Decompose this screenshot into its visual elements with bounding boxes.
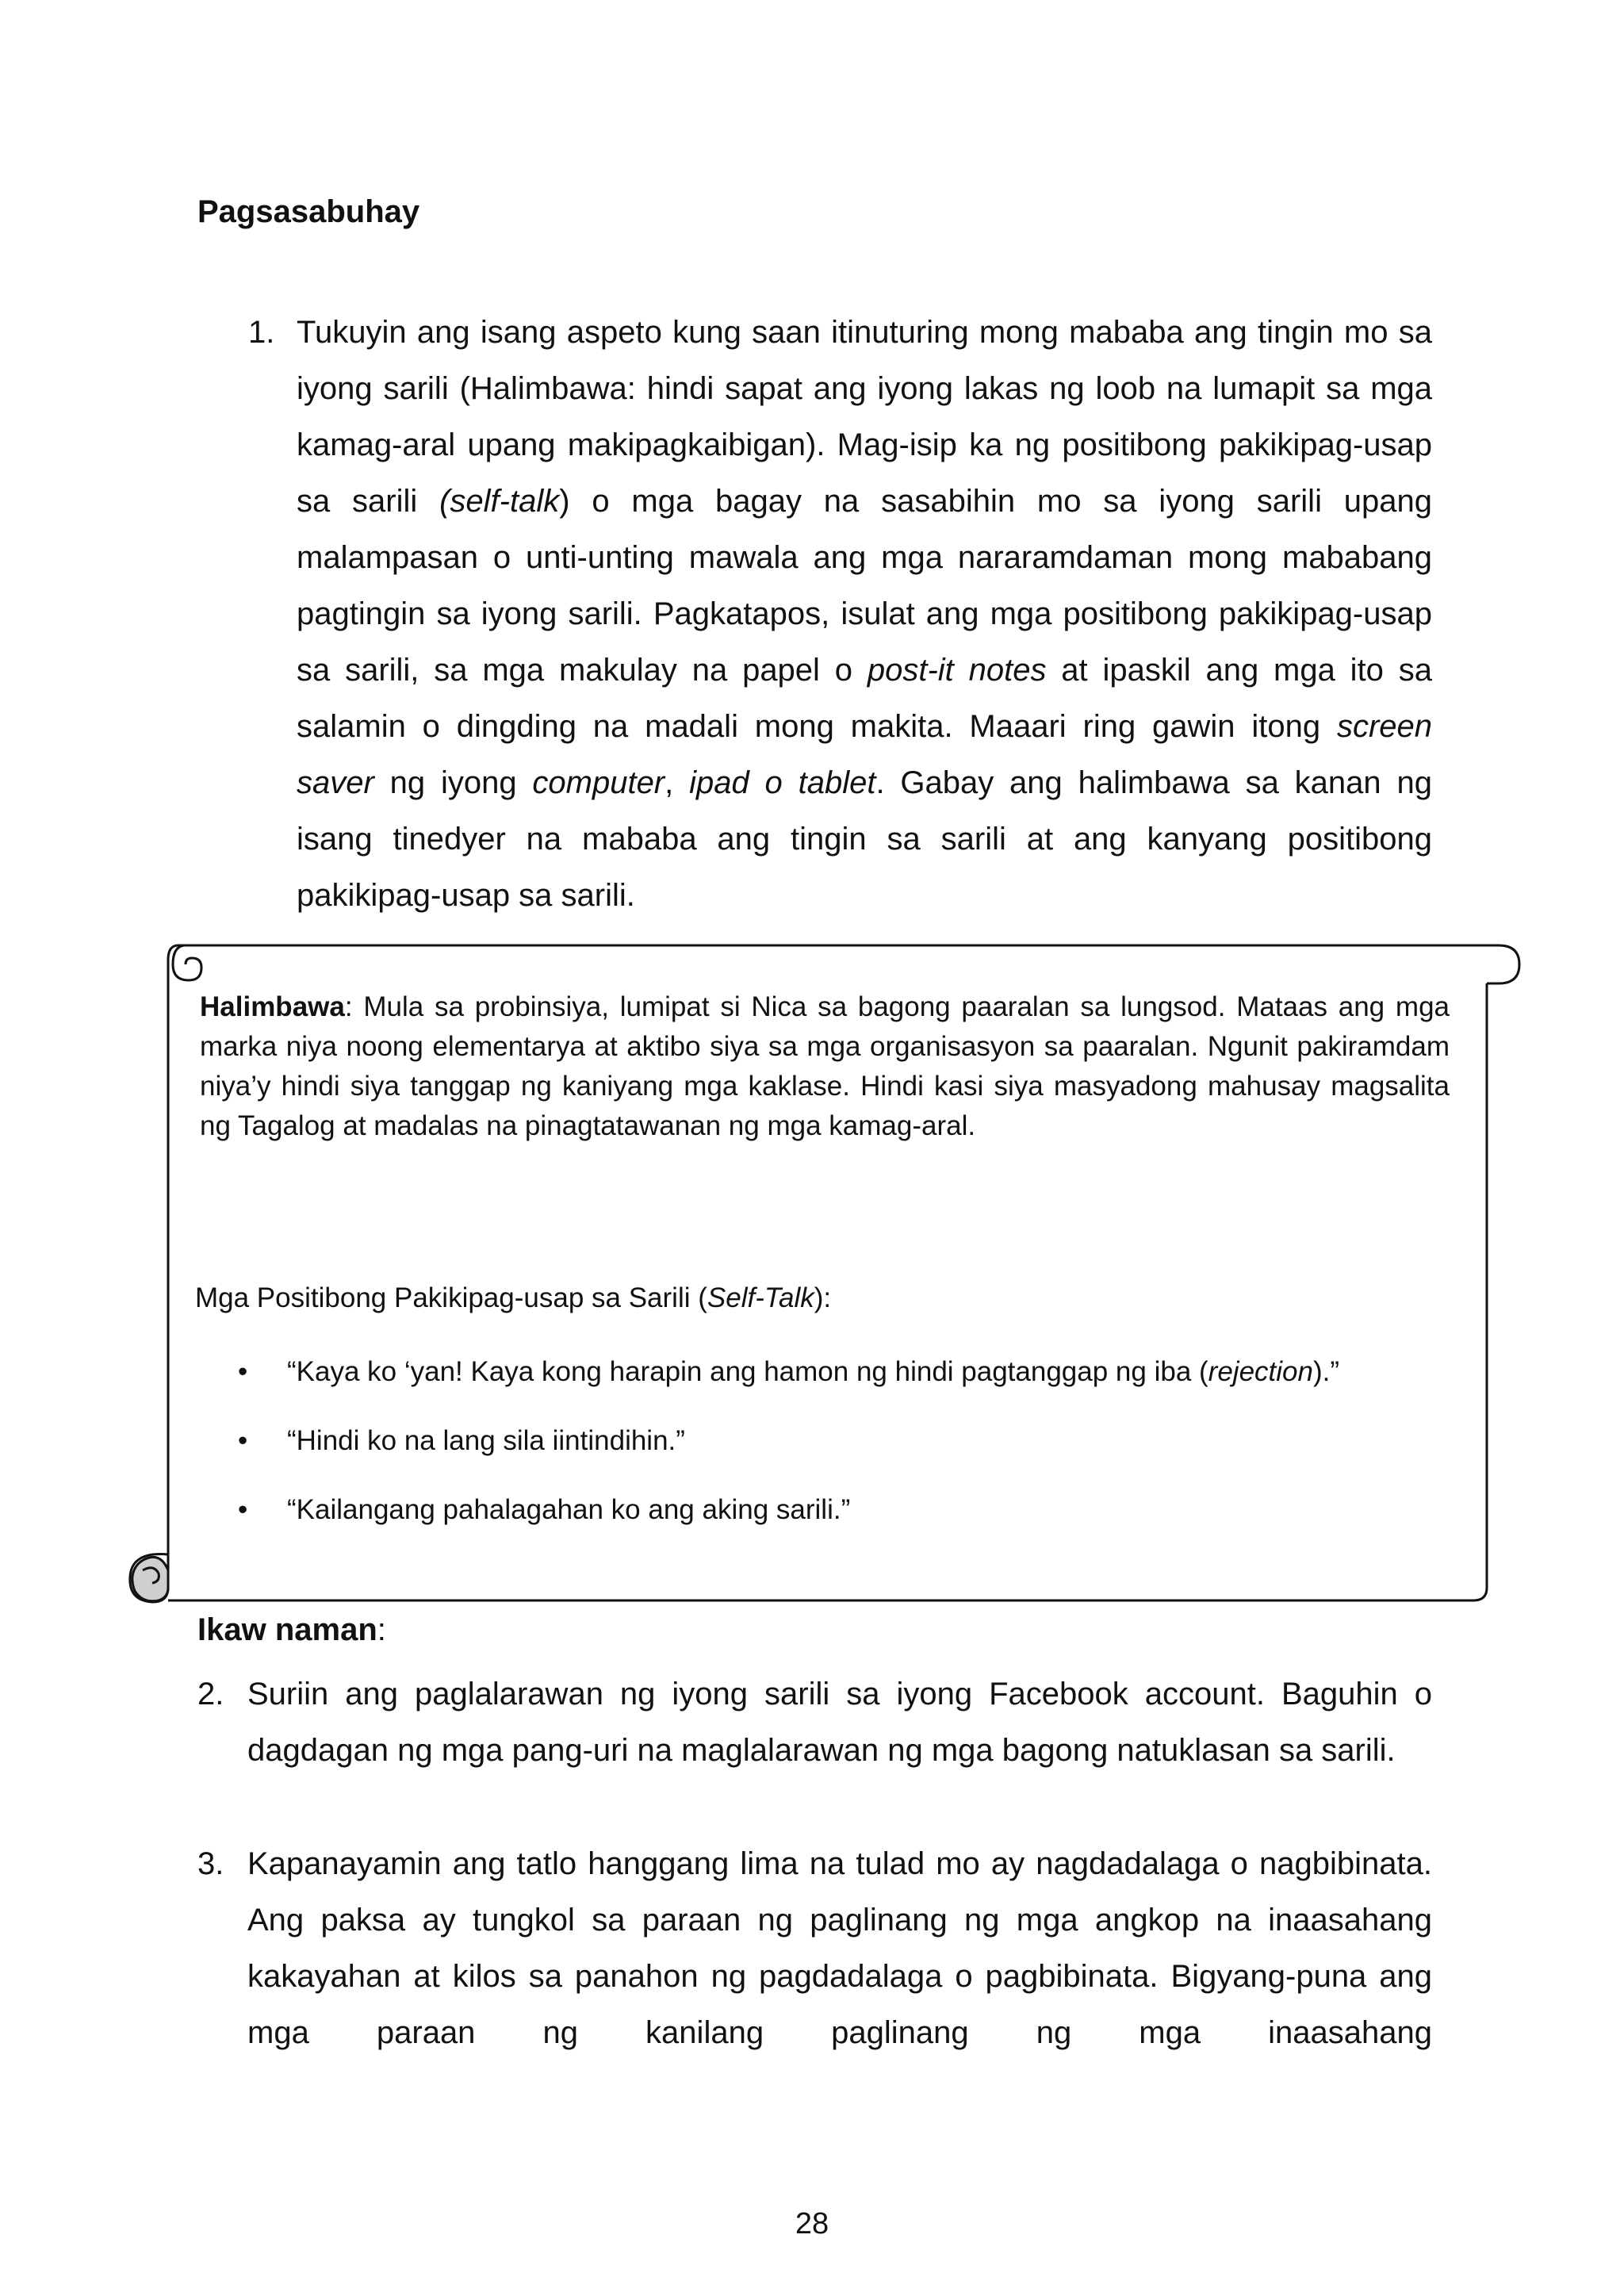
selftalk-title-pre: Mga Positibong Pakikipag-usap sa Sarili ( <box>195 1282 707 1313</box>
item-1-part-3: post-it notes <box>867 653 1047 688</box>
page-number: 28 <box>795 2207 829 2240</box>
selftalk-title-post: ): <box>814 1282 832 1313</box>
example-label: Halimbawa <box>200 991 345 1022</box>
bullet-dot-icon: • <box>238 1425 248 1456</box>
selftalk-title-em: Self-Talk <box>707 1282 814 1313</box>
item-1-part-5: screen saver <box>297 709 1432 800</box>
ikaw-naman-bold: Ikaw naman <box>197 1612 377 1647</box>
selftalk-title <box>195 1282 831 1314</box>
bullet-1-pre: “Kaya ko ‘yan! Kaya kong harapin ang hamon ng hindi pagtanggap ng iba ( <box>287 1356 1208 1387</box>
item-3-number: 3. <box>197 1846 224 1881</box>
selftalk-bullet-text <box>287 1425 685 1457</box>
example-text: Mula sa probinsiya, lumipat si Nica sa bagong paaralan sa lungsod. Mataas ang mga marka niya noong elementarya at aktibo siya sa mga organisasyon sa paaralan. Ngunit pakiramdam niya’y hindi siya tanggap ng kaniyang mga kaklase. Hindi kasi siya masyadong mahusay magsalita ng Tagalog at madalas na pinagtatawanan ng mga kamag-aral. <box>200 991 1450 1141</box>
item-2-text: Suriin ang paglalarawan ng iyong sarili sa iyong Facebook account. Baguhin o dagdagan ng mga pang-uri na maglalarawan ng mga bagong natuklasan sa sarili. <box>247 1677 1432 1768</box>
item-1-part-0: Tukuyin ang isang aspeto kung saan itinuturing mong mababa ang tingin mo sa iyong sarili (Halimbawa: hindi sapat ang iyong lakas ng loob na lumapit sa mga kamag-aral upang makipagkaibigan). Mag-isip ka ng positibong pakikipag-usap sa sarili <box>297 315 1432 519</box>
item-1-part-9: ipad o tablet <box>689 765 876 800</box>
example-label-colon: : <box>344 991 353 1022</box>
item-1-part-2: ) o mga bagay na sasabihin mo sa iyong sarili upang malampasan o unti-unting mawala ang mga nararamdaman mong mababang pagtingin sa iyong sarili. Pagkatapos, isulat ang mga positibong pakikipag-usap sa sarili, sa mga makulay na papel o <box>297 484 1432 688</box>
bullet-3-pre: “Kailangang pahalagahan ko ang aking sarili.” <box>287 1494 851 1525</box>
item-1-part-7: computer <box>532 765 665 800</box>
bullet-1-post: ).” <box>1312 1356 1340 1387</box>
item-1-part-10: . Gabay ang halimbawa sa kanan ng isang tinedyer na mababa ang tingin sa sarili at ang kanyang positibong pakikipag-usap sa sarili. <box>297 765 1432 913</box>
bullet-1-em: rejection <box>1208 1356 1313 1387</box>
item-1-part-6: ng iyong <box>373 765 533 800</box>
item-2-number: 2. <box>197 1677 224 1711</box>
item-3-text: Kapanayamin ang tatlo hanggang lima na tulad mo ay nagdadalaga o nagbibinata. Ang paksa ay tungkol sa paraan ng paglinang ng mga angkop na inaasahang kakayahan at kilos sa panahon ng pagdadalaga o pagbibinata. Bigyang-puna ang mga paraan ng kanilang paglinang ng mga inaasahang <box>247 1846 1432 2050</box>
item-1-part-8: , <box>665 765 690 800</box>
bullet-dot-icon: • <box>238 1356 248 1387</box>
ikaw-naman-label <box>197 1612 386 1648</box>
ikaw-naman-colon: : <box>377 1612 386 1647</box>
item-1-part-1: (self-talk <box>439 484 560 519</box>
selftalk-bullet-text <box>287 1494 850 1526</box>
section-heading: Pagsasabuhay <box>197 194 420 229</box>
bullet-dot-icon: • <box>238 1494 248 1525</box>
item-1-text <box>297 305 1432 924</box>
example-paragraph <box>200 987 1450 1146</box>
selftalk-bullet-text <box>287 1356 1339 1388</box>
item-1-number: 1. <box>248 315 275 350</box>
item-1-part-4: at ipaskil ang mga ito sa salamin o dingding na madali mong makita. Maaari ring gawin itong <box>297 653 1433 744</box>
bullet-2-pre: “Hindi ko na lang sila iintindihin.” <box>287 1425 685 1456</box>
